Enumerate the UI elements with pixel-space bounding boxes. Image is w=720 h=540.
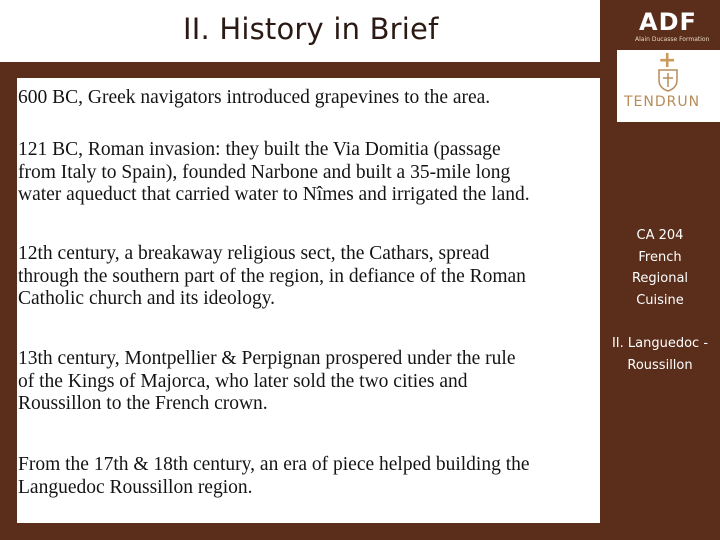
paragraph-line: 600 BC, Greek navigators introduced grapevines to the area. [18, 87, 491, 108]
paragraph-line: From the 17th & 18th century, an era of piece helped building the [18, 454, 530, 475]
section-label [600, 333, 720, 376]
adf-logo [617, 0, 720, 50]
paragraph-greek [18, 87, 600, 110]
course-label [600, 225, 720, 311]
course-label-line: Cuisine [636, 292, 684, 308]
section-label-line: II. Languedoc - [611, 336, 709, 351]
paragraph-majorca [18, 348, 600, 416]
paragraph-line: through the southern part of the region, in defiance of the Roman [18, 265, 526, 287]
paragraph-line: Catholic church and its ideology. [18, 288, 276, 309]
section-label-line: Roussillon [627, 357, 693, 373]
paragraph-line: 13th century, Montpellier & Perpignan prospered under the rule [18, 348, 516, 369]
paragraph-line: Roussillon to the French crown. [18, 393, 268, 414]
course-label-line: CA 204 [636, 228, 684, 243]
paragraph-line: water aqueduct that carried water to Nîmes and irrigated the land. [18, 184, 530, 205]
paragraph-roman [18, 139, 600, 207]
paragraph-line: 12th century, a breakaway religious sect, the Cathars, spread [18, 243, 490, 264]
paragraph-line: Languedoc Roussillon region. [18, 476, 253, 498]
title-bar [0, 0, 600, 62]
adf-logo-tagline: Alain Ducasse Formation [635, 36, 710, 43]
slide-title: II. History in Brief [183, 12, 439, 46]
paragraph-line: of the Kings of Majorca, who later sold the two cities and [18, 370, 468, 392]
paragraph-17th-century [18, 454, 600, 499]
course-label-line: French [638, 249, 682, 265]
paragraph-line: 121 BC, Roman invasion: they built the Via Domitia (passage [18, 139, 501, 160]
content-panel [17, 78, 600, 523]
paragraph-cathars [18, 243, 600, 311]
course-label-line: Regional [631, 271, 689, 286]
plus-icon: + [658, 48, 677, 73]
logo-block [617, 0, 720, 122]
adf-logo-mark: ADF [639, 8, 697, 36]
shield-icon [657, 68, 679, 92]
tendrun-logo-mark: TENDRUN [624, 94, 701, 110]
tendrun-logo [617, 50, 720, 122]
paragraph-line: from Italy to Spain), founded Narbone and built a 35-mile long [18, 161, 511, 183]
